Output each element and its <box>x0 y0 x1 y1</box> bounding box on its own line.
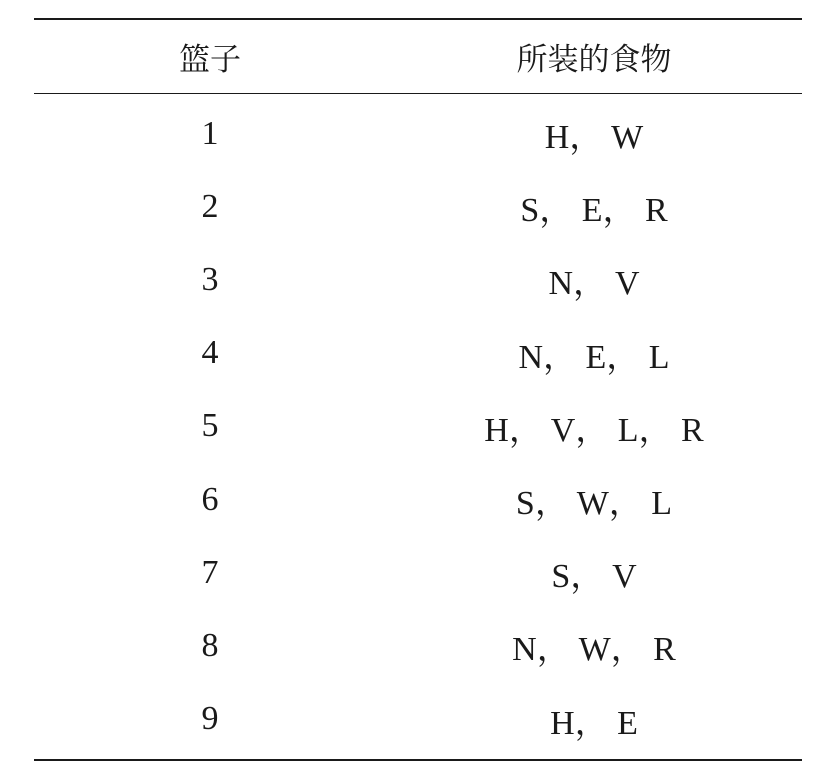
food-items: H， E <box>550 704 638 742</box>
table-row <box>34 609 802 682</box>
basket-number: 9 <box>201 700 219 738</box>
basket-number: 4 <box>201 334 219 372</box>
food-items: N， W， R <box>512 631 676 669</box>
food-items: N， V <box>548 265 640 303</box>
table-row <box>34 683 802 756</box>
header-food: 所装的食物 <box>516 42 672 78</box>
table-row <box>34 243 802 316</box>
bottom-rule <box>34 759 802 761</box>
basket-number: 2 <box>201 187 219 225</box>
table-row <box>34 97 802 170</box>
table-row <box>34 390 802 463</box>
basket-food-table <box>34 18 802 761</box>
food-items: H， W <box>544 119 644 157</box>
table-body <box>34 94 802 759</box>
table-row <box>34 170 802 243</box>
food-items: N， E， L <box>518 338 670 376</box>
basket-number: 5 <box>201 407 219 445</box>
basket-number: 8 <box>201 626 219 664</box>
food-items: H， V， L， R <box>484 411 704 449</box>
table-row <box>34 463 802 536</box>
basket-number: 3 <box>201 260 219 298</box>
basket-number: 7 <box>201 553 219 591</box>
food-items: S， W， L <box>515 485 673 523</box>
basket-number: 1 <box>201 114 219 152</box>
basket-number: 6 <box>201 480 219 518</box>
food-items: S， E， R <box>520 192 668 230</box>
food-items: S， V <box>551 558 637 596</box>
table-row <box>34 317 802 390</box>
table-header-row <box>34 20 802 93</box>
table-row <box>34 536 802 609</box>
header-basket: 篮子 <box>179 42 241 78</box>
